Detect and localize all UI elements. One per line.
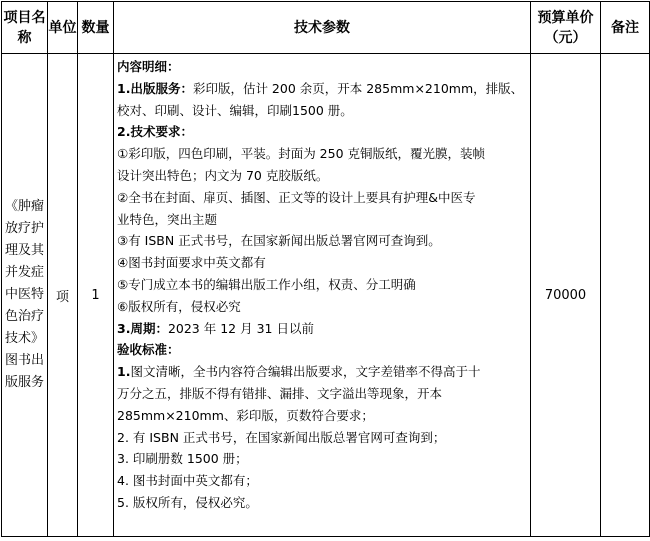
tech-line [117, 274, 528, 296]
tech-line-text: ③有 ISBN 正式书号，在国家新闻出版总署官网可查询到。 [117, 233, 441, 249]
header-row [2, 2, 650, 54]
budget-cell: 70000 [531, 54, 601, 537]
tech-line-text: 校对、印刷、设计、编辑，印刷1500 册。 [117, 102, 353, 118]
tech-line [117, 187, 528, 209]
tech-line-heading: 验收标准： [117, 342, 180, 358]
tech-line-text: 285mm×210mm、彩印版，页数符合要求； [117, 407, 374, 423]
tech-line [117, 296, 528, 318]
tech-line-text: 5. 版权所有，侵权必究。 [117, 494, 258, 510]
tech-line [117, 339, 528, 361]
note-cell [601, 54, 650, 537]
tech-line-text: ⑥版权所有，侵权必究 [117, 298, 241, 314]
tech-line-heading: 2.技术要求： [117, 124, 193, 140]
unit-cell: 项 [48, 54, 78, 537]
tech-params [114, 54, 531, 537]
tech-line-heading: 内容明细： [117, 59, 180, 74]
tech-line-text: 业特色，突出主题 [117, 211, 218, 227]
tech-line-text: 2. 有 ISBN 正式书号，在国家新闻出版总署官网可查询到； [117, 429, 446, 445]
tech-line [117, 361, 528, 383]
tech-line-text: 万分之五，排版不得有错排、漏排、文字溢出等现象，开本 [117, 385, 443, 401]
tech-line [117, 383, 528, 405]
tech-line-heading: 1.出版服务： [117, 80, 193, 96]
tech-line [117, 230, 528, 252]
tech-line-text: ⑤专门成立本书的编辑出版工作小组，权责、分工明确 [117, 276, 416, 292]
header-unit: 单位 [48, 2, 78, 54]
header-budget: 预算单价（元） [531, 2, 601, 54]
tech-line [117, 165, 528, 187]
project-name: 《肿瘤放疗护理及其并发症中医特色治疗技术》图书出版服务 [2, 54, 48, 537]
tech-line-text: 4. 图书封面中英文都有； [117, 473, 258, 489]
tech-line [117, 470, 528, 492]
tech-line-heading: 1. [117, 364, 131, 380]
tech-line-text: ①彩印版，四色印刷，平装。封面为 250 克铜版纸，覆光膜，装帧 [117, 146, 486, 162]
tech-line-text: 图文清晰，全书内容符合编辑出版要求，文字差错率不得高于十 [130, 364, 481, 380]
tech-line [117, 143, 528, 165]
tech-line-text: ④图书封面要求中英文都有 [117, 255, 266, 271]
tech-line-text: 3. 印刷册数 1500 册； [117, 451, 248, 467]
qty-cell: 1 [78, 54, 114, 537]
header-name: 项目名称 [2, 2, 48, 54]
procurement-table [1, 1, 650, 537]
tech-line [117, 78, 528, 100]
tech-line [117, 56, 528, 78]
tech-line-heading: 3.周期： [117, 320, 168, 336]
tech-line [117, 405, 528, 427]
tech-line [117, 448, 528, 470]
tech-line-text: 彩印版，估计 200 余页，开本 285mm×210mm，排版、 [192, 80, 524, 96]
tech-line-text: ②全书在封面、扉页、插图、正文等的设计上要具有护理&中医专 [117, 189, 476, 205]
header-tech: 技术参数 [114, 2, 531, 54]
tech-line [117, 209, 528, 231]
header-qty: 数量 [78, 2, 114, 54]
tech-line [117, 318, 528, 340]
header-note: 备注 [601, 2, 650, 54]
tech-line-text: 设计突出特色；内文为 70 克胶版纸。 [117, 167, 329, 183]
tech-line [117, 252, 528, 274]
tech-line [117, 492, 528, 514]
tech-line [117, 100, 528, 122]
tech-line [117, 121, 528, 143]
tech-line-text: 2023 年 12 月 31 日以前 [167, 320, 314, 336]
table-row [2, 54, 650, 537]
tech-line [117, 427, 528, 449]
